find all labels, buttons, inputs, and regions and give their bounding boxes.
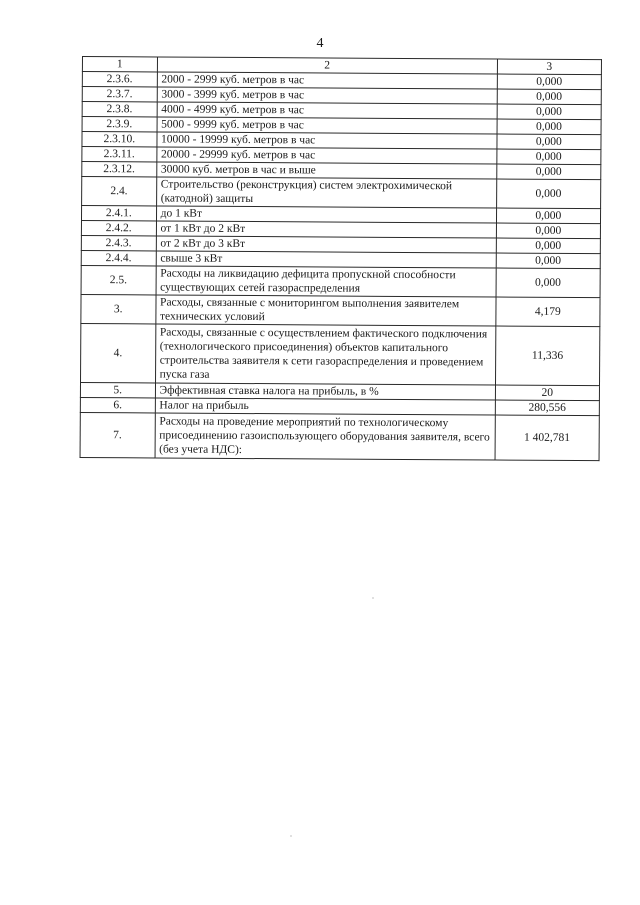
table-row <box>81 265 600 297</box>
row-number: 6. <box>80 397 155 412</box>
row-description: от 1 кВт до 2 кВт <box>156 221 496 238</box>
row-number: 2.4.4. <box>81 250 156 265</box>
table-row <box>81 294 600 326</box>
row-value: 0,000 <box>497 119 601 135</box>
row-value: 20 <box>495 385 599 401</box>
row-number: 3. <box>81 294 156 323</box>
row-description: Расходы на ликвидацию дефицита пропускной способности существующих сетей газораспределения <box>156 266 496 297</box>
row-description: 20000 - 29999 куб. метров в час <box>156 147 496 164</box>
row-description: Налог на прибыль <box>155 398 495 415</box>
row-value: 11,336 <box>495 326 600 386</box>
row-value: 1 402,781 <box>495 415 600 461</box>
row-value: 280,556 <box>495 400 599 416</box>
row-number: 2.4.2. <box>81 220 156 235</box>
header-col-3: 3 <box>497 59 601 75</box>
row-value: 0,000 <box>496 208 600 224</box>
row-description: свыше 3 кВт <box>156 251 496 268</box>
row-value: 0,000 <box>497 134 601 150</box>
row-number: 4. <box>81 323 156 382</box>
row-value: 0,000 <box>496 223 600 239</box>
table-row <box>81 323 600 385</box>
table-row <box>80 412 599 460</box>
row-number: 7. <box>80 412 155 457</box>
row-description: 2000 - 2999 куб. метров в час <box>157 72 497 89</box>
row-description: 5000 - 9999 куб. метров в час <box>157 117 497 134</box>
row-description: Расходы, связанные с осуществлением фактического подключения (технологического присоединения) объектов капитального строительства заявителя к сети газораспределения и проведением пуска газа <box>155 324 495 385</box>
row-number: 2.5. <box>81 265 156 294</box>
row-value: 0,000 <box>496 253 600 269</box>
header-col-2: 2 <box>157 57 497 74</box>
row-description: Строительство (реконструкция) систем электрохимической (катодной) защиты <box>156 177 496 208</box>
row-number: 5. <box>80 382 155 397</box>
row-description: 10000 - 19999 куб. метров в час <box>157 132 497 149</box>
row-description: до 1 кВт <box>156 206 496 223</box>
row-number: 2.3.9. <box>82 117 157 132</box>
row-number: 2.3.7. <box>82 87 157 102</box>
row-description: Расходы на проведение мероприятий по технологическому присоединению газоиспользующего оборудования заявителя, всего (без учета НДС): <box>155 413 495 460</box>
row-description: 3000 - 3999 куб. метров в час <box>157 87 497 104</box>
row-description: 30000 куб. метров в час и выше <box>156 162 496 179</box>
row-number: 2.3.8. <box>82 102 157 117</box>
header-col-1: 1 <box>82 57 157 72</box>
row-description: 4000 - 4999 куб. метров в час <box>157 102 497 119</box>
page-number: 4 <box>316 36 324 51</box>
row-value: 0,000 <box>497 104 601 120</box>
row-number: 2.3.11. <box>82 147 157 162</box>
row-value: 0,000 <box>497 74 601 90</box>
row-description: Расходы, связанные с мониторингом выполнения заявителем технических условий <box>155 295 495 326</box>
row-number: 2.3.10. <box>82 132 157 147</box>
row-number: 2.4.3. <box>81 235 156 250</box>
row-number: 2.3.6. <box>82 72 157 87</box>
table-body <box>80 57 601 461</box>
row-value: 0,000 <box>497 149 601 165</box>
row-number: 2.4.1. <box>81 206 156 221</box>
scan-speck <box>372 597 374 599</box>
tariff-table <box>80 56 602 461</box>
row-description: от 2 кВт до 3 кВт <box>156 236 496 253</box>
table-row <box>82 177 601 209</box>
row-description: Эффективная ставка налога на прибыль, в % <box>155 383 495 400</box>
scan-speck <box>290 835 292 837</box>
row-value: 0,000 <box>496 179 600 209</box>
row-value: 0,000 <box>496 268 600 298</box>
row-value: 0,000 <box>496 238 600 254</box>
row-value: 0,000 <box>497 89 601 105</box>
row-number: 2.3.12. <box>82 162 157 177</box>
row-value: 4,179 <box>496 297 600 327</box>
row-number: 2.4. <box>82 177 157 206</box>
row-value: 0,000 <box>496 164 600 180</box>
